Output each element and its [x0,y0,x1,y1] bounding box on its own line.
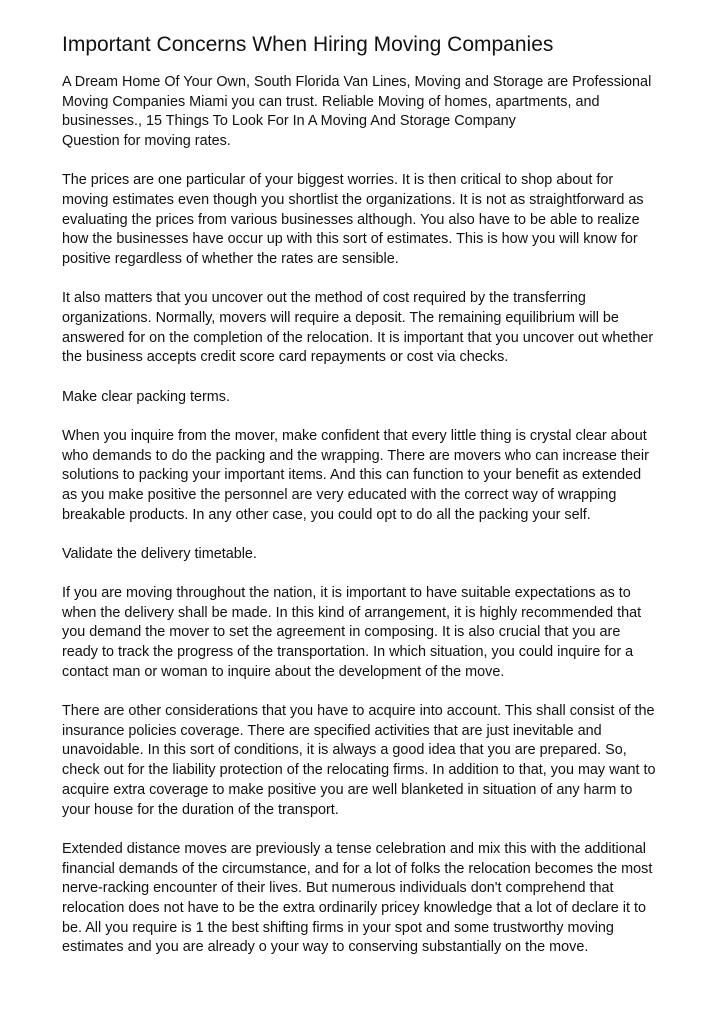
text-line: Validate the delivery timetable. [62,545,257,562]
text-line: breakable products. In any other case, you could opt to do all the packing your self. [62,506,591,523]
text-line: unavoidable. In this sort of conditions, it is always a good idea that you are prepared. So, [62,742,627,759]
text-line: the business accepts credit score card repayments or cost via checks. [62,349,509,366]
text-line: insurance policies coverage. There are specified activities that are just inevitable and [62,722,602,739]
text-line: financial demands of the circumstance, and for a lot of folks the relocation becomes the most [62,860,653,877]
text-line: when the delivery shall be made. In this kind of arrangement, it is highly recommended that [62,604,642,621]
text-line: as you make positive the personnel are very educated with the correct way of wrapping [62,486,617,503]
paragraph [62,584,702,683]
text-line: relocation does not have to be the extra ordinarily pricey knowledge that a lot of declare it to [62,899,646,916]
document-body [62,73,702,958]
text-line: businesses., 15 Things To Look For In A Moving And Storage Company [62,113,516,130]
text-line: It also matters that you uncover out the method of cost required by the transferring [62,290,586,307]
paragraph [62,702,702,820]
text-line: answered for on the completion of the relocation. It is important that you uncover out whether [62,329,654,346]
text-line: moving estimates even though you shortlist the organizations. It is not as straightforward as [62,192,644,209]
paragraph [62,289,702,368]
paragraph [62,840,702,958]
text-line: The prices are one particular of your biggest worries. It is then critical to shop about for [62,172,614,189]
text-line: contact man or woman to inquire about the development of the move. [62,663,505,680]
document-page [62,30,702,978]
text-line: solutions to packing your important items. And this can function to your benefit as extended [62,467,642,484]
text-line: who demands to do the packing and the wrapping. There are movers who can increase their [62,447,649,464]
text-line: A Dream Home Of Your Own, South Florida Van Lines, Moving and Storage are Professional [62,74,652,90]
text-line: Extended distance moves are previously a tense celebration and mix this with the additional [62,840,646,857]
paragraph [62,427,702,526]
text-line: ready to track the progress of the transportation. In which situation, you could inquire for a [62,644,634,661]
paragraph [62,171,702,270]
text-line: There are other considerations that you have to acquire into account. This shall consist of the [62,703,655,720]
text-line: acquire extra coverage to make positive you are well blanketed in situation of any harm to [62,781,633,798]
text-line: positive regardless of whether the rates are sensible. [62,251,399,268]
text-line: you demand the mover to set the agreement in composing. It is also crucial that you are [62,624,621,641]
text-line: be. All you require is 1 the best shifting firms in your spot and some trustworthy moving [62,919,614,936]
text-line: how the businesses have occur up with this sort of estimates. This is how you will know for [62,231,638,248]
text-line: nerve-racking encounter of their lives. But numerous individuals don't comprehend that [62,880,614,897]
text-line: evaluating the prices from various businesses although. You also have to be able to realize [62,211,640,228]
document-title: Important Concerns When Hiring Moving Companies [62,33,554,56]
paragraph [62,545,702,565]
text-line: Question for moving rates. [62,133,231,150]
text-line: your house for the duration of the transport. [62,801,339,818]
paragraph [62,73,702,152]
text-line: estimates and you are already o your way to conserving substantially on the move. [62,939,589,956]
text-line: When you inquire from the mover, make confident that every little thing is crystal clear about [62,427,647,444]
paragraph [62,388,702,408]
text-line: If you are moving throughout the nation, it is important to have suitable expectations as to [62,585,631,602]
text-line: Make clear packing terms. [62,388,230,405]
text-line: organizations. Normally, movers will require a deposit. The remaining equilibrium will be [62,310,619,327]
text-line: check out for the liability protection of the relocating firms. In addition to that, you may want to [62,762,656,779]
text-line: Moving Companies Miami you can trust. Reliable Moving of homes, apartments, and [62,93,600,110]
